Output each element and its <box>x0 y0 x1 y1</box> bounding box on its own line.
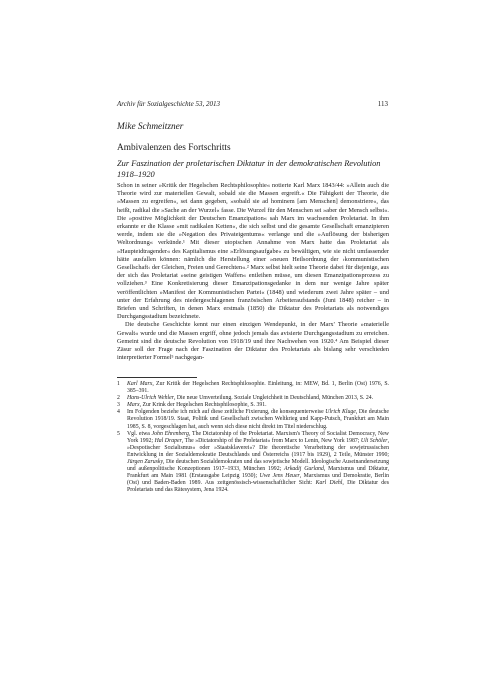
footnote-segment: Vgl. etwa <box>127 430 152 437</box>
footnote <box>117 395 389 402</box>
footnote-number: 4 <box>117 409 120 416</box>
running-head: Archiv für Sozialgeschichte 53, 2013 <box>117 100 220 108</box>
footnote-text <box>127 409 389 430</box>
footnote-text <box>127 431 389 495</box>
footnote-segment: , Marxismus und Demokratie, Berlin (Ost) und Baden-Baden 1989. Aus zeitgenössisch-wissenschaftlicher Sicht: <box>127 473 390 487</box>
footnote-segment: , Die Diktatur des Proletariats und das Rätesystem, Jena 1924. <box>127 480 389 494</box>
article-author: Mike Schmeitzner <box>117 122 184 132</box>
footnote-segment: , »Despotischer Sozialismus« oder »Staatsklaverei«? Die theoretische Verarbeitung der sowjetrussischen Entwicklung in der Sozialdemokratie Deutschlands und Österreichs (1917 bis 1929), 2 Teile, Münster 1990; <box>127 437 390 458</box>
footnote-author: Uli Schöler <box>360 437 388 444</box>
footnote-segment: , The »Dictatorship of the Proletariat« from Marx to Lenin, New York 1987; <box>181 437 361 444</box>
body-text <box>117 182 389 362</box>
footnote-text <box>127 381 389 395</box>
footnotes <box>117 381 389 495</box>
footnote-number: 5 <box>117 430 120 437</box>
footnote-segment: , Die neue Umverteilung. Soziale Ungleichheit in Deutschland, München 2013, S. 24. <box>173 395 374 402</box>
footnote-author: Marx <box>127 402 140 409</box>
footnote-segment: , Marxismus und Diktatur, Frankfurt am Main 1981 (Erstausgabe Leipzig 1930); <box>127 466 390 480</box>
footnote-number: 1 <box>117 381 120 387</box>
footnote-author: Arkadij Gurland <box>284 466 324 473</box>
footnote-author: Ulrich Kluge <box>325 409 356 416</box>
footnote <box>117 381 389 395</box>
page-number: 113 <box>377 100 388 108</box>
footnote-segment: , The Dictatorship of the Proletariat. Marxism's Theory of Socialist Democracy, New York 1992; <box>127 430 389 444</box>
footnote-author: Uwe Jens Heuer <box>259 473 300 480</box>
footnote <box>117 409 389 430</box>
article-title: Ambivalenzen des Fortschritts <box>117 143 231 153</box>
footnote-segment: , Die deutschen Sozialdemokraten und das sowjetische Modell. Ideologische Auseinandersetzung und außenpolitische Konzeptionen 1917–1933, München 1992; <box>127 459 390 473</box>
body-paragraph: Schon in seiner »Kritik der Hegelschen Rechtsphilosophie« notierte Karl Marx 1843/44: »Allein auch die Theorie wird zur materiellen Gewalt, sobald sie die Massen ergreift.« Die Fähigkeit der Theorie, die »Massen zu ergreifen«, sei dann gegeben, »sobald sie ad hominem [am Menschen] demonstriere«, das heißt, radikal die »Sache an der Wurzel« fasse. Die Wurzel für den Menschen sei »aber der Mensch selbst«. Die »positive Möglichkeit der Deutschen Emanzipation« sah Marx im wachsenden Proletariat. In ihm erkannte er die Klasse »mit radikalen Ketten«, die sich selbst und die gesamte Gesellschaft emanzipieren werde, indem sie die »Negation des Privateigentums« verlange und die »Auflösung der bisherigen Weltordnung« verkünde.¹ Mit dieser utopischen Annahme von Marx hatte das Proletariat als »Haupteidtragender« des Kapitalismus eine »Erlösungsaufgabe« zu bewältigen, wie sie nicht umfassender hätte ausfallen können: nämlich die Herstellung einer »neuen Heilsordnung der ›kommunistischen Gesellschaft‹ der Gleichen, Freien und Gerechten«.² Marx selbst hielt seine Theorie dabei für diejenige, aus der sich das Proletariat »seine geistigen Waffen« entleihen müsse, um diesen Emanzipationsprozess zu vollziehen.³ Eine Konkretisierung dieser Emanzipationsgedanke in dem nur wenige Jahre später veröffentlichten »Manifest der Kommunistischen Partei« (1848) und wiederum zwei Jahre später – und unter der Erfahrung des niedergeschlagenen französischen Arbeiteraufstands (Juni 1848) reicher – in Briefen und Schriften, in denen Marx erstmals (1850) die Diktatur des Proletariats als notwendiges Durchgangsstadium bezeichnete. <box>117 182 389 321</box>
footnote-text <box>127 395 389 402</box>
footnote-segment: , Zur Krink der Hegelschen Rechtsphilosophie, S. 391. <box>139 402 267 409</box>
footnote-author: Hans-Ulrich Wehler <box>127 395 174 402</box>
article-subtitle: Zur Faszination der proletarischen Diktatur in der demokratischen Revolution 1918–1920 <box>117 159 381 179</box>
footnote-author: Karl Diehl <box>315 480 343 487</box>
footnote-rule <box>117 377 197 378</box>
footnote-segment: Im Folgenden beziehe ich mich auf diese zeitliche Fixierung, die konsequenterweise <box>127 409 326 416</box>
footnote-author: Karl Marx <box>127 381 153 387</box>
footnote-author: John Ehrenberg <box>151 430 189 437</box>
footnote <box>117 431 389 495</box>
footnote-number: 2 <box>117 395 120 402</box>
footnote-segment: , Zur Kritik der Hegelschen Rechtsphilosophie. Einleitung, in: MEW, Bd. 1, Berlin (Ost) 1976, S. 385–391. <box>127 381 389 395</box>
footnote-number: 3 <box>117 402 120 409</box>
body-paragraph: Die deutsche Geschichte kennt nur einen einzigen Wendepunkt, in der Marx' Theorie »materielle Gewalt« wurde und die Massen ergriff, ohne jedoch jemals das avisierte Durchgangsstadium zu erreichen. Gemeint sind die deutsche Revolution von 1918/19 und ihre Nachwehen von 1920.⁴ Am Beispiel dieser Zäsur soll der Frage nach der Faszination der Diktatur des Proletariats als bislang sehr verschieden interpretierter Formel⁵ nachgegan- <box>117 321 389 362</box>
footnote-author: Hal Draper <box>154 437 182 444</box>
footnote-segment: , Die deutsche Revolution 1918/19. Staat, Politik und Gesellschaft zwischen Weltkrieg und Kapp-Putsch, Frankfurt am Main 1985, S. 8, vorgeschlagen hat, auch wenn sich diese nicht direkt im Titel niederschlug. <box>127 409 389 430</box>
footnote-author: Jürgen Zarusky <box>127 459 164 466</box>
